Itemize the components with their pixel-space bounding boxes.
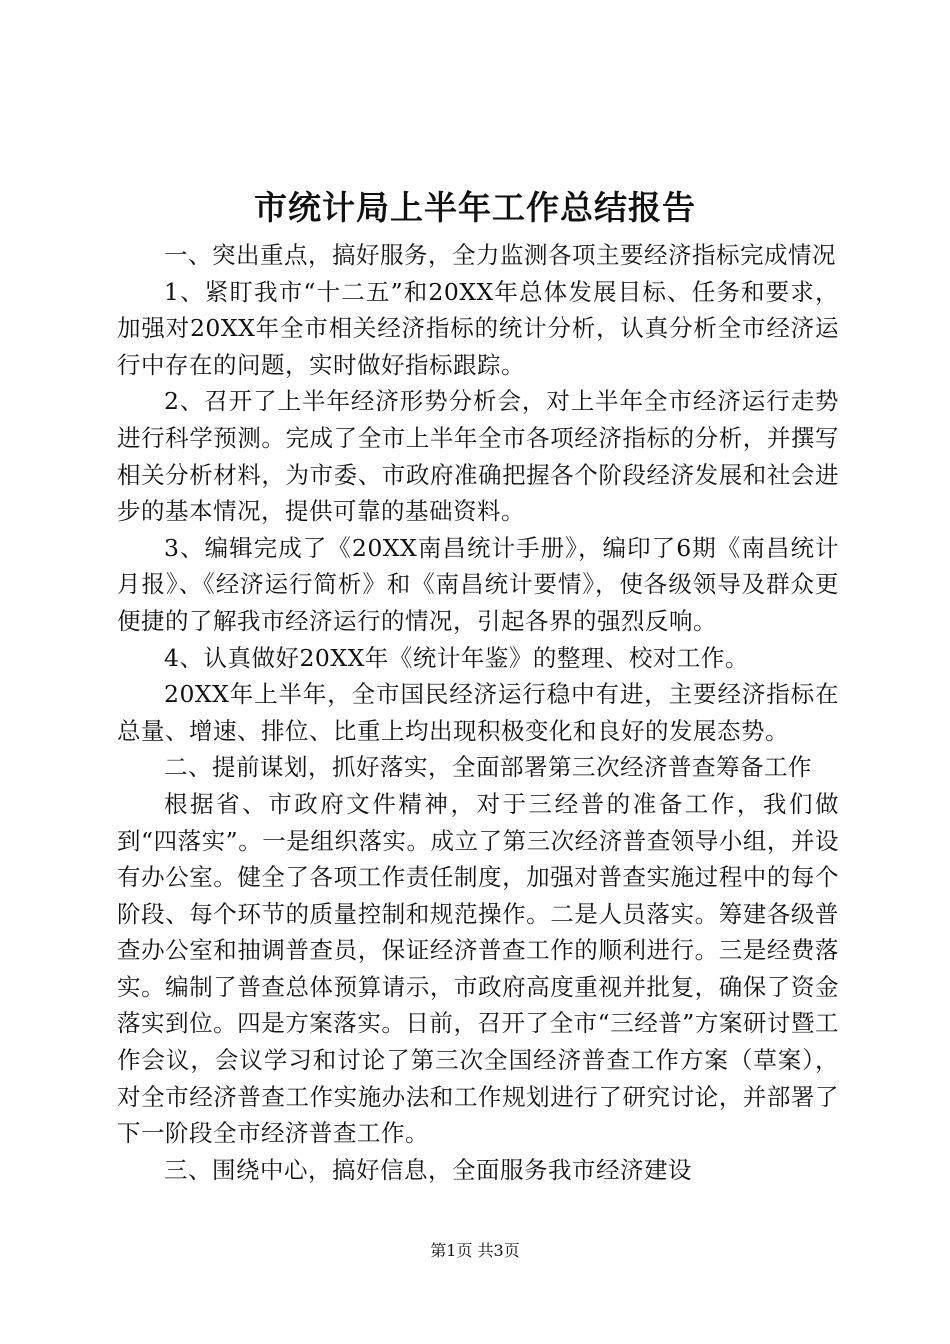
paragraph-summary: 20XX年上半年，全市国民经济运行稳中有进，主要经济指标在总量、增速、排位、比重上均出现积极变化和良好的发展态势。	[117, 680, 839, 745]
paragraph-item-1: 1、紧盯我市“十二五”和20XX年总体发展目标、任务和要求，加强对20XX年全市相关经济指标的统计分析，认真分析全市经济运行中存在的问题，实时做好指标跟踪。	[117, 277, 839, 379]
section-heading-3: 三、围绕中心，搞好信息，全面服务我市经济建设	[164, 1155, 692, 1184]
document-title: 市统计局上半年工作总结报告	[254, 188, 696, 227]
section-heading-2: 二、提前谋划，抓好落实，全面部署第三次经济普查筹备工作	[164, 753, 812, 782]
section-heading-1: 一、突出重点，搞好服务，全力监测各项主要经济指标完成情况	[164, 241, 836, 269]
paragraph-census: 根据省、市政府文件精神，对于三经普的准备工作，我们做到“四落实”。一是组织落实。成立了第三次经济普查领导小组，并设有办公室。健全了各项工作责任制度，加强对普查实施过程中的每个阶段、每个环节的质量控制和规范操作。二是人员落实。筹建各级普查办公室和抽调普查员，保证经济普查工作的顺利进行。三是经费落实。编制了普查总体预算请示，市政府高度重视并批复，确保了资金落实到位。四是方案落实。日前，召开了全市“三经普”方案研讨暨工作会议，会议学习和讨论了第三次全国经济普查工作方案（草案），对全市经济普查工作实施办法和工作规划进行了研究讨论，并部署了下一阶段全市经济普查工作。	[117, 789, 839, 1148]
paragraph-item-4: 4、认真做好20XX年《统计年鉴》的整理、校对工作。	[164, 643, 749, 672]
paragraph-item-3: 3、编辑完成了《20XX南昌统计手册》，编印了6期《南昌统计月报》、《经济运行简析》和《南昌统计要情》，使各级领导及群众更便捷的了解我市经济运行的情况，引起各界的强烈反响。	[117, 533, 839, 635]
page-footer: 第1页 共3页	[430, 1241, 520, 1260]
document-body	[117, 237, 839, 1188]
paragraph-item-2: 2、召开了上半年经济形势分析会，对上半年全市经济运行走势进行科学预测。完成了全市上半年全市各项经济指标的分析，并撰写相关分析材料，为市委、市政府准确把握各个阶段经济发展和社会进步的基本情况，提供可靠的基础资料。	[117, 387, 839, 526]
